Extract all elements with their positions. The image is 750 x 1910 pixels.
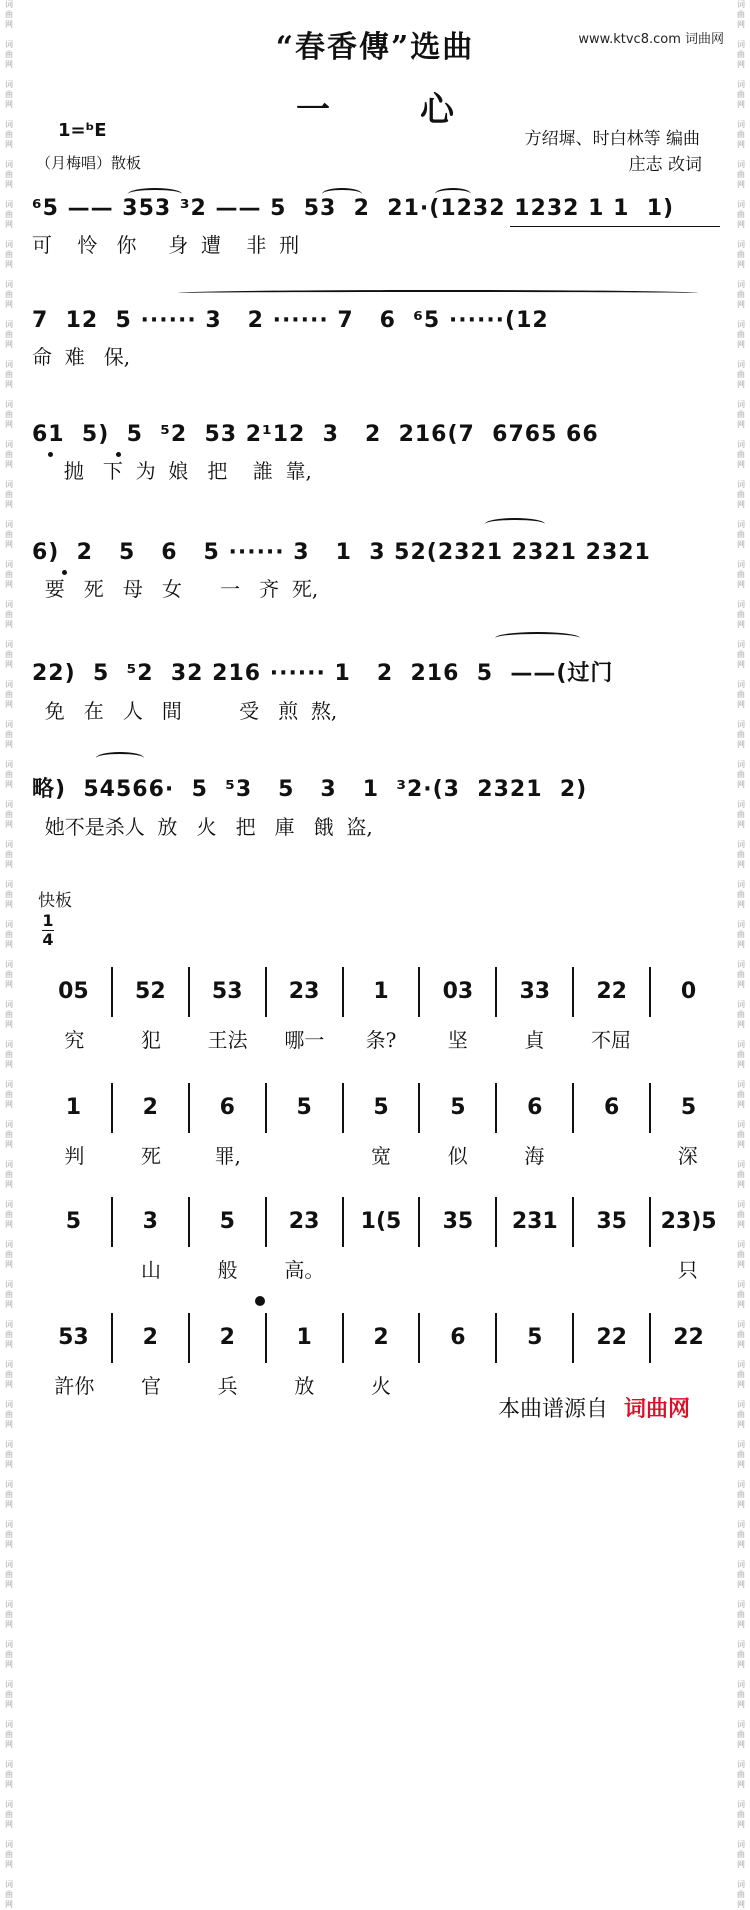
low-octave-dot (48, 452, 53, 457)
measure: 5 (267, 1083, 344, 1133)
lyric-syllable: 火 (371, 1374, 392, 1398)
notation: 61 5) 5 ⁵2 53 2¹12 3 2 216(7 6765 66 (32, 422, 599, 447)
measure: 23 (267, 1197, 344, 1247)
measure-row-2 (36, 1078, 726, 1188)
lyric-syllable: 海 (524, 1144, 545, 1168)
lyric-syllable: 山 (141, 1258, 161, 1282)
measure: 1 (344, 967, 421, 1017)
measure: 35 (574, 1197, 651, 1247)
lyric-syllable: 死 (141, 1144, 161, 1168)
low-octave-dot (116, 452, 121, 457)
score-line-3 (32, 422, 722, 484)
slur-mark (485, 518, 545, 530)
accent-dot (255, 1296, 265, 1306)
slur-mark (435, 188, 471, 200)
key-signature: 1=ᵇE (58, 120, 107, 141)
lyric-syllable: 不屈 (591, 1028, 632, 1052)
source-footer (490, 1388, 730, 1432)
lyric-syllable: 条? (365, 1028, 397, 1052)
measure: 2 (113, 1083, 190, 1133)
lyric-syllable: 貞 (524, 1028, 545, 1052)
right-watermark-strip: 词 曲 网 词 曲 网 词 曲 网 词 曲 网 词 曲 网 词 曲 网 词 曲 网 词 曲 网 词 曲 网 词 曲 网 词 曲 网 词 曲 网 词 曲 网 词 曲 网 词 曲 网 词 曲 网 词 曲 网 词 曲 网 词 曲 网 词 曲 网 词 曲 网 词 曲 网 词 曲 网 词 曲 网 词 曲 网 词 曲 网 词 曲 网 词 曲 网 词 曲 网 词 曲 网 词 曲 网 词 曲 网 词 曲 网 词 曲 网 词 曲 网 词 曲 网 词 曲 网 词 曲 网 词 曲 网 词 曲 网 词 曲 网 词 曲 网 词 曲 网 词 曲 网 词 曲 网 词 曲 网 词 曲 网 词 曲 网 (737, 0, 745, 1909)
brand-link[interactable]: 词曲网 (624, 1397, 691, 1422)
slur-mark (495, 632, 580, 644)
lyric-syllable: 兵 (217, 1374, 238, 1398)
lyric-text: 命 难 保, (32, 345, 131, 369)
lyric-syllable (343, 1254, 420, 1283)
beam-line (510, 226, 720, 227)
measure-cells (36, 962, 726, 1022)
lyric-syllable: 般 (217, 1258, 238, 1282)
tempo-fast-label: 快板 (38, 891, 72, 911)
notation: 6) 2 5 6 5 ······ 3 1 3 52(2321 2321 2321 (32, 540, 651, 565)
notation: 22) 5 ⁵2 32 216 ······ 1 2 216 5 ——(过门 (32, 661, 614, 686)
time-signature-top: 1 (42, 911, 54, 930)
measure: 2 (113, 1313, 190, 1363)
lyric-syllable: 究 (64, 1028, 85, 1052)
slur-mark (96, 752, 144, 764)
measure: 6 (420, 1313, 497, 1363)
measure: 5 (190, 1197, 267, 1247)
notation: 略) 54566· 5 ⁵3 5 3 1 ³2·(3 2321 2) (32, 777, 588, 802)
measure: 23 (267, 967, 344, 1017)
slur-mark (128, 188, 182, 200)
measure: 6 (497, 1083, 574, 1133)
lyric-text: 她不是杀人 放 火 把 庫 餓 盗, (32, 815, 373, 839)
measure: 2 (190, 1313, 267, 1363)
measure: 6 (574, 1083, 651, 1133)
score-line-1 (32, 196, 722, 258)
lyric-syllable: 許你 (54, 1374, 95, 1398)
measure: 3 (113, 1197, 190, 1247)
lyricist-credit: 庄志 改词 (628, 155, 702, 175)
measure: 22 (574, 967, 651, 1017)
measure: 35 (420, 1197, 497, 1247)
lyric-syllable: 王法 (207, 1028, 248, 1052)
measure-row-1 (36, 962, 726, 1072)
measure: 0 (680, 979, 697, 1004)
slur-mark (178, 290, 698, 296)
measure: 03 (420, 967, 497, 1017)
measure: 5 (344, 1083, 421, 1133)
score-line-5 (32, 656, 722, 724)
measure-cells (36, 1192, 726, 1252)
source-label: 本曲谱源自 (498, 1397, 609, 1422)
tempo-free-label: （月梅唱）散板 (36, 154, 142, 172)
time-signature (42, 912, 54, 949)
measure: 05 (36, 967, 113, 1017)
measure: 2 (344, 1313, 421, 1363)
measure: 22 (673, 1325, 704, 1350)
measure-cells (36, 1308, 726, 1368)
lyric-text: 要 死 母 女 一 齐 死, (32, 577, 319, 601)
notation: 7 12 5 ······ 3 2 ······ 7 6 ⁶5 ······(12 (32, 308, 549, 333)
measure: 6 (190, 1083, 267, 1133)
score-line-6 (32, 772, 722, 840)
lyric-syllable: 坚 (447, 1028, 468, 1052)
lyric-syllable: 似 (447, 1144, 468, 1168)
song-name: 一心 (296, 90, 544, 130)
measure: 231 (497, 1197, 574, 1247)
lyric-text: 免 在 人 間 受 煎 熬, (32, 699, 338, 723)
measure: 5 (36, 1197, 113, 1247)
measure: 33 (497, 967, 574, 1017)
lyric-syllable (266, 1140, 343, 1169)
score-line-2 (32, 308, 722, 370)
lyric-syllable (573, 1254, 650, 1283)
measure: 53 (190, 967, 267, 1017)
score-line-4 (32, 540, 722, 602)
lyric-syllable (419, 1370, 496, 1399)
lyric-syllable (36, 1254, 113, 1283)
composer-credit: 方绍墀、时白林等 编曲 (524, 129, 700, 149)
slur-mark (322, 188, 362, 200)
page-title: “春香傳”选曲 (275, 30, 475, 65)
measure-lyrics (36, 1024, 726, 1053)
lyric-syllable (496, 1254, 573, 1283)
low-octave-dot (62, 570, 67, 575)
measure-lyrics (36, 1140, 726, 1169)
notation: ⁶5 —— 353 ³2 —— 5 53 2 21·(1232 1232 1 1 1) (32, 196, 675, 221)
measure: 1 (36, 1083, 113, 1133)
lyric-syllable (573, 1140, 650, 1169)
time-signature-bottom: 4 (42, 930, 54, 949)
measure: 53 (36, 1313, 113, 1363)
lyric-syllable: 只 (677, 1258, 698, 1282)
lyric-syllable: 官 (141, 1374, 161, 1398)
lyric-syllable: 犯 (141, 1028, 161, 1052)
lyric-text: 可 怜 你 身 遭 非 刑 (32, 233, 300, 257)
site-watermark: www.ktvc8.com 词曲网 (578, 32, 724, 47)
lyric-syllable: 宽 (371, 1144, 392, 1168)
measure-row-3 (36, 1192, 726, 1302)
measure-cells (36, 1078, 726, 1138)
lyric-syllable: 放 (294, 1374, 315, 1398)
measure-lyrics (36, 1254, 726, 1283)
measure: 5 (680, 1095, 697, 1120)
lyric-text: 抛 下 为 娘 把 誰 靠, (32, 459, 312, 483)
measure: 23)5 (660, 1209, 717, 1234)
lyric-syllable (419, 1254, 496, 1283)
lyric-syllable: 哪一 (284, 1028, 325, 1052)
left-watermark-strip: 词 曲 网 词 曲 网 词 曲 网 词 曲 网 词 曲 网 词 曲 网 词 曲 网 词 曲 网 词 曲 网 词 曲 网 词 曲 网 词 曲 网 词 曲 网 词 曲 网 词 曲 网 词 曲 网 词 曲 网 词 曲 网 词 曲 网 词 曲 网 词 曲 网 词 曲 网 词 曲 网 词 曲 网 词 曲 网 词 曲 网 词 曲 网 词 曲 网 词 曲 网 词 曲 网 词 曲 网 词 曲 网 词 曲 网 词 曲 网 词 曲 网 词 曲 网 词 曲 网 词 曲 网 词 曲 网 词 曲 网 词 曲 网 词 曲 网 词 曲 网 词 曲 网 词 曲 网 词 曲 网 词 曲 网 词 曲 网 (5, 0, 13, 1909)
measure: 1 (267, 1313, 344, 1363)
measure: 1(5 (344, 1197, 421, 1247)
lyric-syllable: 罪, (214, 1144, 241, 1168)
lyric-syllable (649, 1024, 726, 1053)
lyric-syllable: 高。 (284, 1258, 325, 1282)
lyric-syllable: 深 (677, 1144, 698, 1168)
measure: 52 (113, 967, 190, 1017)
lyric-syllable: 判 (64, 1144, 85, 1168)
measure: 22 (574, 1313, 651, 1363)
measure: 5 (497, 1313, 574, 1363)
measure: 5 (420, 1083, 497, 1133)
